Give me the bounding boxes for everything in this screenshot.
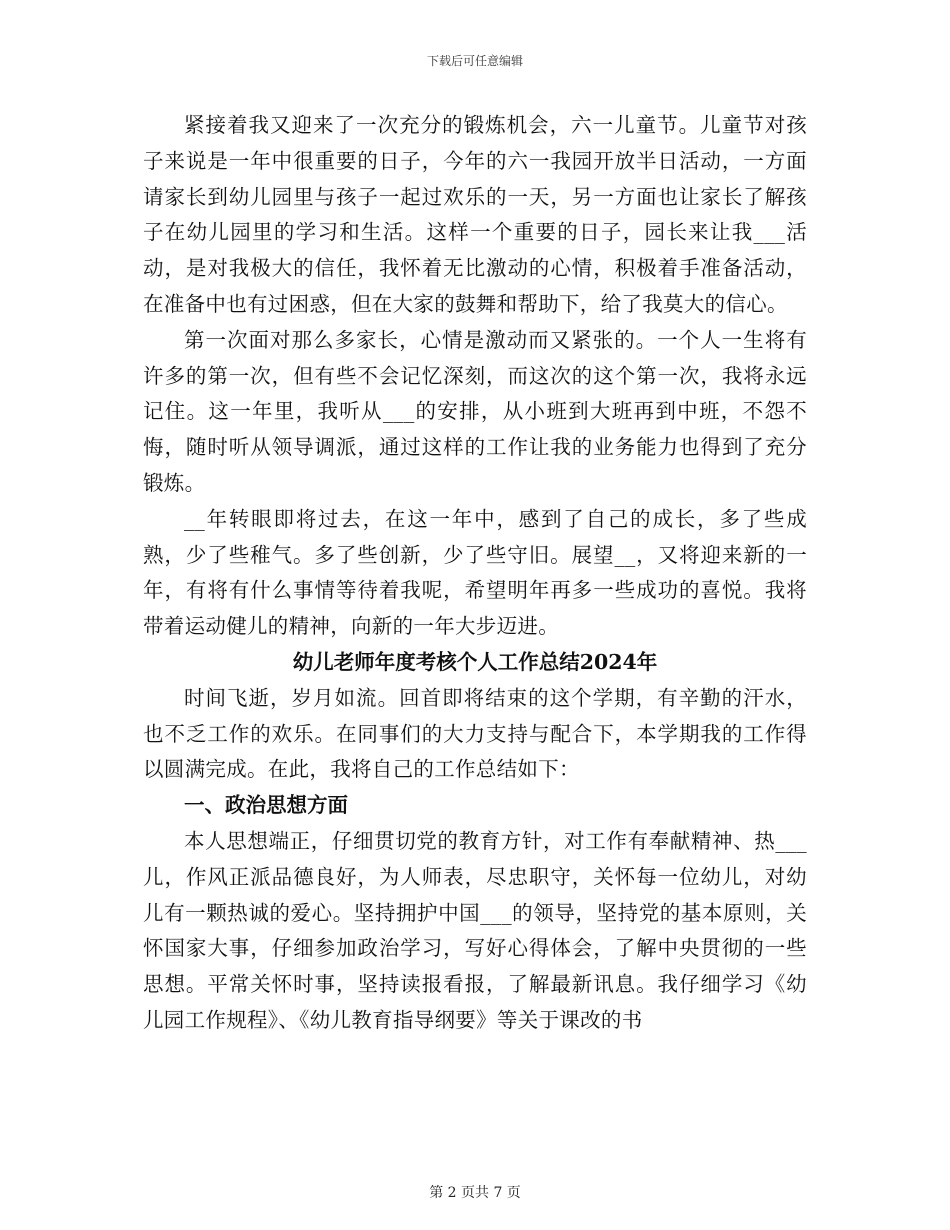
paragraph-intro: 时间飞逝，岁月如流。回首即将结束的这个学期，有辛勤的汗水，也不乏工作的欢乐。在同事们的大力支持与配合下，本学期我的工作得以圆满完成。在此，我将自己的工作总结如下：	[143, 685, 807, 782]
paragraph-first-time-parents: 第一次面对那么多家长，心情是激动而又紧张的。一个人一生将有许多的第一次，但有些不会记忆深刻，而这次的这个第一次，我将永远记住。这一年里，我听从___的安排，从小班到大班再到中班，不怨不悔，随时听从领导调派，通过这样的工作让我的业务能力也得到了充分锻炼。	[143, 327, 807, 495]
document-title: 幼儿老师年度考核个人工作总结2024年	[292, 649, 658, 674]
paragraph-political: 本人思想端正，仔细贯切党的教育方针，对工作有奉献精神、热___儿，作风正派品德良好，为人师表，尽忠职守，关怀每一位幼儿，对幼儿有一颗热诚的爱心。坚持拥护中国___的领导，坚持党的基本原则，关怀国家大事，仔细参加政治学习，写好心得体会，了解中央贯彻的一些思想。平常关怀时事，坚持读报看报，了解最新讯息。我仔细学习《幼儿园工作规程》、《幼儿教育指导纲要》等关于课改的书	[143, 828, 807, 1032]
paragraph-year-end: __年转眼即将过去，在这一年中，感到了自己的成长，多了些成熟，少了些稚气。多了些创新，少了些守旧。展望__，又将迎来新的一年，有将有什么事情等待着我呢，希望明年再多一些成功的喜悦。我将带着运动健儿的精神，向新的一年大步迈进。	[143, 506, 807, 639]
paragraph-childrens-day: 紧接着我又迎来了一次充分的锻炼机会，六一儿童节。儿童节对孩子来说是一年中很重要的日子，今年的六一我园开放半日活动，一方面请家长到幼儿园里与孩子一起过欢乐的一天，另一方面也让家长了解孩子在幼儿园里的学习和生活。这样一个重要的日子，园长来让我___活动，是对我极大的信任，我怀着无比激动的心情，积极着手准备活动，在准备中也有过困惑，但在大家的鼓舞和帮助下，给了我莫大的信心。	[143, 113, 807, 316]
page-header: 下载后可任意编辑	[426, 54, 523, 68]
section-heading-political: 一、政治思想方面	[184, 793, 348, 818]
page-footer: 第 2 页共 7 页	[429, 1185, 521, 1201]
document-body	[143, 108, 807, 1039]
